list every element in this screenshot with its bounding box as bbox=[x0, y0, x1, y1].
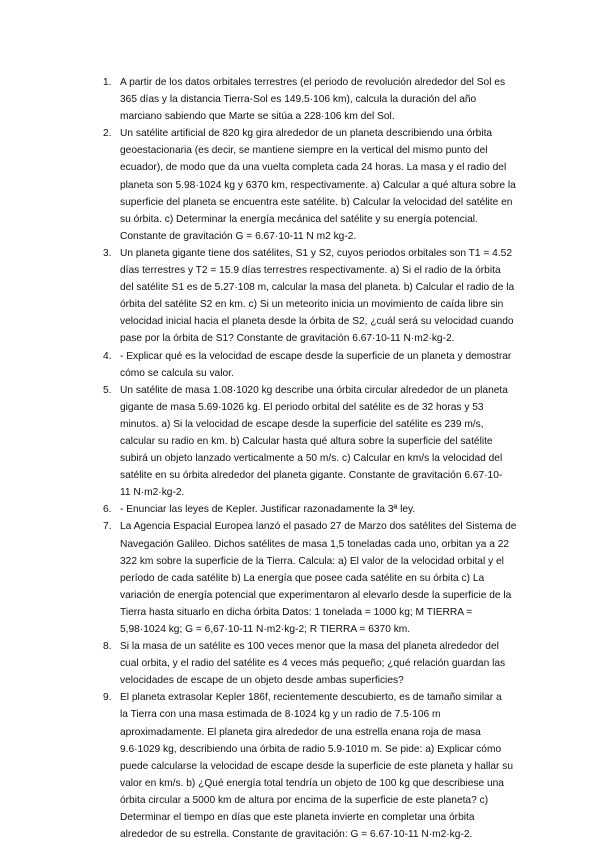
item-text-line: minutos. a) Si la velocidad de escape desde la superficie del satélite es 239 m/s, bbox=[120, 418, 484, 430]
item-number: 7. bbox=[103, 521, 112, 533]
item-text-line: aproximadamente. El planeta gira alrededor de una estrella enana roja de masa bbox=[120, 726, 481, 738]
item-text-line: 5,98·1024 kg; G = 6,67·10-11 N·m2·kg-2; R TIERRA = 6370 km. bbox=[120, 624, 411, 635]
item-text-line: la Tierra con una masa estimada de 8·1024 kg y un radio de 7.5·106 m bbox=[120, 709, 441, 721]
item-text-line: del satélite S1 es de 5.27·108 m, calcular la masa del planeta. b) Calcular el radio de la bbox=[120, 282, 515, 294]
item-number: 4. bbox=[103, 350, 112, 362]
list-item bbox=[0, 74, 512, 125]
item-text-line: velocidades de escape de un objeto desde ambas superficies? bbox=[120, 675, 404, 687]
item-text-line: planeta son 5.98·1024 kg y 6370 km, respectivamente. a) Calcular a qué altura sobre la bbox=[120, 179, 516, 191]
list-item bbox=[0, 638, 512, 689]
item-text-line: órbita circular a 5000 km de altura por encima de la superficie de este planeta? c) bbox=[120, 794, 489, 806]
item-text-line: Tierra hasta situarlo en dicha órbita Datos: 1 tonelada = 1000 kg; M TIERRA = bbox=[120, 606, 473, 618]
item-text-line: variación de energía potencial que experimentaron al elevarlo desde la superficie de la bbox=[120, 589, 512, 601]
item-text-line: pase por la órbita de S1? Constante de gravitación 6.67·10-11 N·m2·kg-2. bbox=[120, 333, 455, 345]
item-text-line: ecuador), de modo que da una vuelta completa cada 24 horas. La masa y el radio del bbox=[120, 162, 507, 174]
item-text-line: calcular su radio en km. b) Calcular hasta qué altura sobre la superficie del satélite bbox=[120, 435, 493, 447]
item-text-line: 365 días y la distancia Tierra-Sol es 149.5·106 km), calcula la duración del año bbox=[120, 94, 477, 106]
item-text-line: La Agencia Espacial Europea lanzó el pasado 27 de Marzo dos satélites del Sistema de bbox=[120, 521, 517, 533]
item-text-line: satélite en su órbita alrededor del planeta gigante. Constante de gravitación 6.67·10- bbox=[120, 470, 503, 482]
item-number: 6. bbox=[103, 504, 112, 516]
list-item bbox=[0, 689, 512, 843]
item-number: 8. bbox=[103, 641, 112, 653]
item-text-line: A partir de los datos orbitales terrestres (el periodo de revolución alrededor del Sol es bbox=[120, 77, 506, 88]
item-number: 2. bbox=[103, 128, 112, 140]
item-text-line: Si la masa de un satélite es 100 veces menor que la masa del planeta alrededor del bbox=[120, 641, 499, 653]
list-item bbox=[0, 382, 512, 502]
item-text-line: días terrestres y T2 = 15.9 días terrestres respectivamente. a) Si el radio de la órbita bbox=[120, 265, 501, 277]
list-item bbox=[0, 518, 517, 638]
item-text-line: 9.6·1029 kg, describiendo una órbita de radio 5.9·1010 m. Se pide: a) Explicar cómo bbox=[120, 743, 502, 755]
item-text-line: órbita del satélite S2 en km. c) Si un meteorito inicia un movimiento de caída libre sin bbox=[120, 299, 504, 311]
item-text-line: geoestacionaria (es decir, se mantiene siempre en la vertical del mismo punto del bbox=[120, 145, 488, 157]
item-text-line: cual orbita, y el radio del satélite es 4 veces más pequeño; ¿qué relación guardan las bbox=[120, 658, 506, 670]
item-text-line: Un satélite de masa 1.08·1020 kg describe una órbita circular alrededor de un planeta bbox=[120, 384, 508, 396]
list-item bbox=[0, 125, 516, 245]
item-text-line: cómo se calcula su valor. bbox=[120, 367, 234, 379]
item-number: 3. bbox=[103, 247, 112, 259]
item-text-line: subirá un objeto lanzado verticalmente a 50 m/s. c) Calcular en km/s la velocidad del bbox=[120, 453, 503, 465]
item-number: 1. bbox=[103, 77, 112, 88]
list-item bbox=[0, 348, 512, 382]
item-text-line: puede calcularse la velocidad de escape desde la superficie de este planeta y hallar su bbox=[120, 760, 514, 772]
item-number: 9. bbox=[103, 692, 112, 704]
item-text-line: El planeta extrasolar Kepler 186f, recientemente descubierto, es de tamaño similar a bbox=[120, 692, 502, 704]
item-text-line: - Explicar qué es la velocidad de escape desde la superficie de un planeta y demostrar bbox=[120, 350, 512, 362]
exercise-list bbox=[0, 74, 600, 843]
item-text-line: superficie del planeta se encuentra este satélite. b) Calcular la velocidad del satélite en bbox=[120, 196, 513, 208]
item-text-line: alrededor de su estrella. Constante de gravitación: G = 6.67·10-11 N·m2·kg-2. bbox=[120, 829, 473, 841]
item-number: 5. bbox=[103, 384, 112, 396]
item-text-line: período de cada satélite b) La energía que posee cada satélite en su órbita c) La bbox=[120, 572, 485, 584]
item-text-line: - Enunciar las leyes de Kepler. Justificar razonadamente la 3ª ley. bbox=[120, 504, 416, 516]
item-text-line: Un planeta gigante tiene dos satélites, S1 y S2, cuyos periodos orbitales son T1 = 4.52 bbox=[120, 247, 512, 259]
item-text-line: valor en km/s. b) ¿Qué energía total tendría un objeto de 100 kg que describiese una bbox=[120, 777, 504, 789]
list-item bbox=[0, 501, 512, 518]
item-text-line: 322 km sobre la superficie de la Tierra. Calcula: a) El valor de la velocidad orbital y el bbox=[120, 555, 504, 567]
item-text-line: su órbita. c) Determinar la energía mecánica del satélite y su energía potencial. bbox=[120, 213, 478, 225]
item-text-line: marciano sabiendo que Marte se sitúa a 228·106 km del Sol. bbox=[120, 111, 395, 123]
item-text-line: Determinar el tiempo en días que este planeta invierte en completar una órbita bbox=[120, 812, 475, 824]
item-text-line: Un satélite artificial de 820 kg gira alrededor de un planeta describiendo una órbita bbox=[120, 128, 493, 140]
list-item bbox=[0, 245, 515, 348]
item-text-line: Navegación Galileo. Dichos satélites de masa 1,5 toneladas cada uno, orbitan ya a 22 bbox=[120, 538, 510, 550]
item-text-line: gigante de masa 5.69·1026 kg. El periodo orbital del satélite es de 32 horas y 53 bbox=[120, 401, 484, 413]
item-text-line: Constante de gravitación G = 6.67·10-11 N m2 kg-2. bbox=[120, 230, 357, 242]
item-text-line: 11 N·m2·kg-2. bbox=[120, 487, 185, 499]
item-text-line: velocidad inicial hacia el planeta desde la órbita de S2, ¿cuál será su velocidad cuando bbox=[120, 316, 514, 328]
